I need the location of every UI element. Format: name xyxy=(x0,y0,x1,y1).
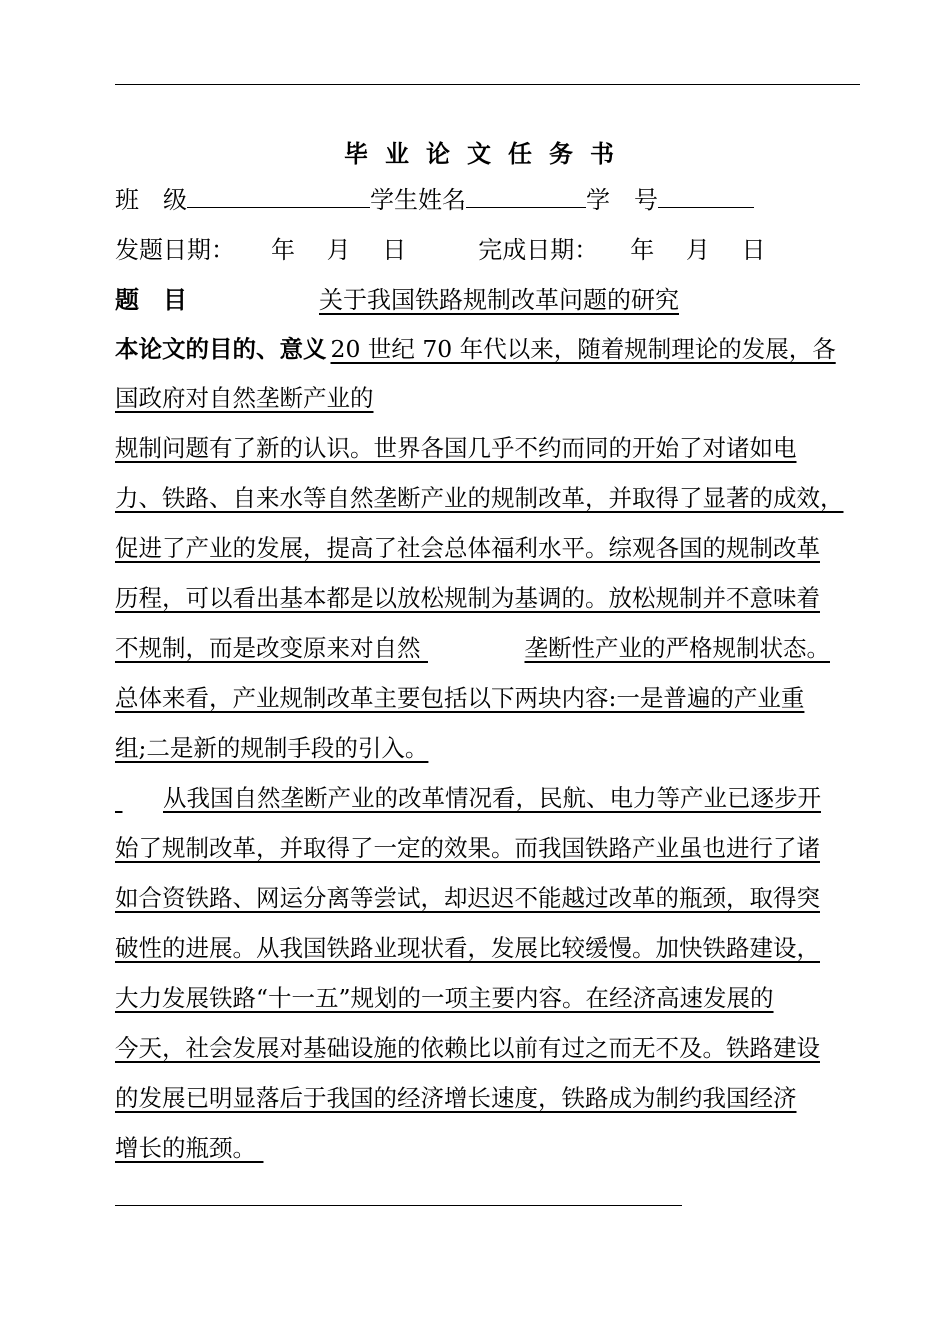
body-line: 促进了产业的发展，提高了社会总体福利水平。综观各国的规制改革 xyxy=(115,534,820,562)
body-line: 从我国自然垄断产业的改革情况看，民航、电力等产业已逐步开 xyxy=(163,784,821,812)
class-field[interactable] xyxy=(187,183,370,208)
body-line: 的发展已明显落后于我国的经济增长速度，铁路成为制约我国经济 xyxy=(115,1084,797,1112)
body-line: 今天，社会发展对基础设施的依赖比以前有过之而无不及。铁路建设 xyxy=(115,1034,820,1062)
issue-date-units: 年 月 日 xyxy=(271,236,407,264)
topic-row xyxy=(115,284,679,316)
body-line: 破性的进展。从我国铁路业现状看，发展比较缓慢。加快铁路建设， xyxy=(115,934,820,962)
student-name-field[interactable] xyxy=(466,183,586,208)
date-row xyxy=(115,234,766,266)
body-line: 如合资铁路、网运分离等尝试，却迟迟不能越过改革的瓶颈，取得突 xyxy=(115,884,820,912)
student-name-label: 学生姓名 xyxy=(370,186,466,214)
body-line: 增长的瓶颈。 xyxy=(115,1134,256,1162)
completion-date-units: 年 月 日 xyxy=(630,236,766,264)
student-id-label: 学 号 xyxy=(586,186,658,214)
body-line: 大力发展铁路“十一五”规划的一项主要内容。在经济高速发展的 xyxy=(115,984,774,1012)
completion-date-label: 完成日期： xyxy=(478,236,599,264)
info-row xyxy=(115,183,754,216)
class-label: 班 级 xyxy=(115,186,187,214)
body-line-1: 20 世纪 70 年代以来，随着规制理论的发展，各 xyxy=(330,335,836,363)
purpose-line xyxy=(115,333,836,365)
issue-date-label: 发题日期： xyxy=(115,236,235,264)
body-line: 历程，可以看出基本都是以放松规制为基调的。放松规制并不意味着 xyxy=(115,584,820,612)
body-line: 规制问题有了新的认识。世界各国几乎不约而同的开始了对诸如电 xyxy=(115,434,797,462)
body-line: 国政府对自然垄断产业的 xyxy=(115,384,374,412)
student-id-field[interactable] xyxy=(658,183,754,208)
purpose-label: 本论文的目的、意义 xyxy=(115,335,327,363)
body-line: 始了规制改革，并取得了一定的效果。而我国铁路产业虽也进行了诸 xyxy=(115,834,820,862)
bottom-rule xyxy=(115,1205,682,1206)
body-line: 组;二是新的规制手段的引入。 xyxy=(115,734,429,762)
body-line: 力、铁路、自来水等自然垄断产业的规制改革，并取得了显著的成效， xyxy=(115,484,844,512)
body-line: 不规制，而是改变原来对自然 垄断性产业的严格规制状态。 xyxy=(115,634,830,662)
body-line: 总体来看，产业规制改革主要包括以下两块内容:一是普遍的产业重 xyxy=(115,684,805,712)
top-rule xyxy=(115,84,860,85)
topic-value: 关于我国铁路规制改革问题的研究 xyxy=(319,286,679,314)
topic-label: 题 目 xyxy=(115,286,187,314)
page-title: 毕业论文任务书 xyxy=(344,140,631,168)
